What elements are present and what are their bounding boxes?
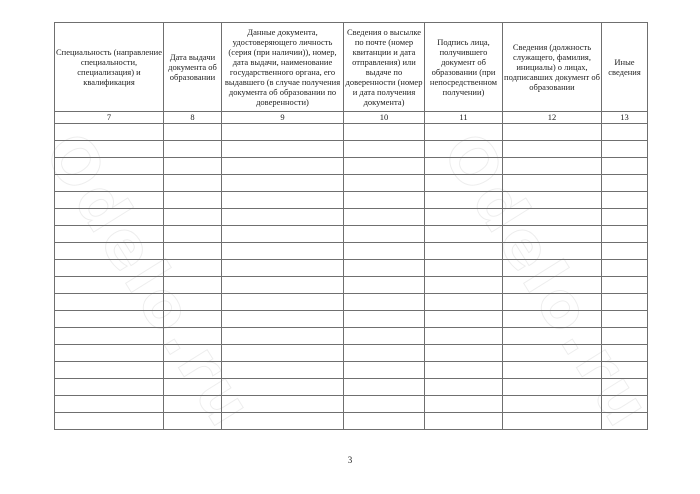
table-cell[interactable] bbox=[503, 362, 602, 379]
header-recipient-signature: Подпись лица, получившего документ об образовании (при непосредственном получении) bbox=[425, 23, 503, 112]
table-cell[interactable] bbox=[344, 226, 425, 243]
table-cell[interactable] bbox=[55, 328, 164, 345]
table-cell[interactable] bbox=[222, 379, 344, 396]
table-cell[interactable] bbox=[503, 379, 602, 396]
table-row bbox=[55, 379, 648, 396]
table-cell[interactable] bbox=[425, 311, 503, 328]
table-cell[interactable] bbox=[602, 362, 648, 379]
table-row bbox=[55, 294, 648, 311]
table-cell[interactable] bbox=[344, 277, 425, 294]
table-cell[interactable] bbox=[503, 243, 602, 260]
table-cell[interactable] bbox=[503, 311, 602, 328]
table-cell[interactable] bbox=[602, 124, 648, 141]
table-cell[interactable] bbox=[164, 141, 222, 158]
watermark-right: Odelo.ru bbox=[428, 120, 667, 442]
table-cell[interactable] bbox=[503, 158, 602, 175]
table-cell[interactable] bbox=[55, 277, 164, 294]
table-row bbox=[55, 396, 648, 413]
table-cell[interactable] bbox=[55, 362, 164, 379]
table-cell[interactable] bbox=[222, 311, 344, 328]
table-cell[interactable] bbox=[503, 260, 602, 277]
header-issue-date: Дата выдачи документа об образовании bbox=[164, 23, 222, 112]
header-row bbox=[55, 23, 648, 112]
table-cell[interactable] bbox=[164, 379, 222, 396]
table-cell[interactable] bbox=[425, 192, 503, 209]
table-cell[interactable] bbox=[344, 345, 425, 362]
table-cell[interactable] bbox=[503, 328, 602, 345]
table-cell[interactable] bbox=[425, 175, 503, 192]
table-cell[interactable] bbox=[602, 396, 648, 413]
table-row bbox=[55, 192, 648, 209]
table-cell[interactable] bbox=[164, 413, 222, 430]
table-cell[interactable] bbox=[222, 243, 344, 260]
table-cell[interactable] bbox=[425, 141, 503, 158]
register-table bbox=[54, 22, 648, 430]
table-cell[interactable] bbox=[425, 413, 503, 430]
table-cell[interactable] bbox=[222, 396, 344, 413]
table-cell[interactable] bbox=[55, 413, 164, 430]
table-cell[interactable] bbox=[222, 413, 344, 430]
table-row bbox=[55, 362, 648, 379]
table-cell[interactable] bbox=[164, 260, 222, 277]
table-row bbox=[55, 141, 648, 158]
table-cell[interactable] bbox=[425, 328, 503, 345]
table-cell[interactable] bbox=[344, 141, 425, 158]
table-row bbox=[55, 226, 648, 243]
column-number: 7 bbox=[55, 112, 164, 124]
table-cell[interactable] bbox=[425, 396, 503, 413]
table-cell[interactable] bbox=[602, 328, 648, 345]
table-cell[interactable] bbox=[55, 175, 164, 192]
table-cell[interactable] bbox=[222, 192, 344, 209]
table-cell[interactable] bbox=[222, 158, 344, 175]
table-cell[interactable] bbox=[164, 226, 222, 243]
table-cell[interactable] bbox=[222, 294, 344, 311]
table-cell[interactable] bbox=[164, 158, 222, 175]
table-cell[interactable] bbox=[164, 345, 222, 362]
table-cell[interactable] bbox=[503, 396, 602, 413]
table-cell[interactable] bbox=[602, 243, 648, 260]
table-cell[interactable] bbox=[503, 345, 602, 362]
table-cell[interactable] bbox=[425, 345, 503, 362]
table-cell[interactable] bbox=[222, 277, 344, 294]
table-cell[interactable] bbox=[344, 209, 425, 226]
table-cell[interactable] bbox=[602, 158, 648, 175]
table-cell[interactable] bbox=[425, 277, 503, 294]
table-cell[interactable] bbox=[602, 294, 648, 311]
table-row bbox=[55, 260, 648, 277]
table-cell[interactable] bbox=[164, 294, 222, 311]
table-row bbox=[55, 328, 648, 345]
table-cell[interactable] bbox=[164, 328, 222, 345]
table-cell[interactable] bbox=[425, 124, 503, 141]
table-cell[interactable] bbox=[164, 362, 222, 379]
table-cell[interactable] bbox=[55, 141, 164, 158]
table-cell[interactable] bbox=[503, 226, 602, 243]
table-cell[interactable] bbox=[503, 209, 602, 226]
table-cell[interactable] bbox=[55, 243, 164, 260]
table-cell[interactable] bbox=[344, 379, 425, 396]
table-cell[interactable] bbox=[602, 379, 648, 396]
table-cell[interactable] bbox=[55, 345, 164, 362]
table-cell[interactable] bbox=[503, 124, 602, 141]
column-number: 10 bbox=[344, 112, 425, 124]
table-cell[interactable] bbox=[222, 260, 344, 277]
table-cell[interactable] bbox=[425, 158, 503, 175]
table-cell[interactable] bbox=[55, 226, 164, 243]
header-other-info: Иные сведения bbox=[602, 23, 648, 112]
table-cell[interactable] bbox=[344, 175, 425, 192]
table-cell[interactable] bbox=[503, 141, 602, 158]
table-cell[interactable] bbox=[164, 243, 222, 260]
table-cell[interactable] bbox=[425, 379, 503, 396]
table-cell[interactable] bbox=[344, 243, 425, 260]
table-cell[interactable] bbox=[55, 158, 164, 175]
table-body bbox=[55, 124, 648, 430]
column-number: 11 bbox=[425, 112, 503, 124]
table-cell[interactable] bbox=[602, 192, 648, 209]
table-row bbox=[55, 413, 648, 430]
table-cell[interactable] bbox=[344, 413, 425, 430]
table-cell[interactable] bbox=[222, 175, 344, 192]
table-cell[interactable] bbox=[425, 362, 503, 379]
header-mailing-info: Сведения о высылке по почте (номер квитанции и дата отправления) или выдаче по доверенности (номер и дата получения документа) bbox=[344, 23, 425, 112]
table-cell[interactable] bbox=[344, 362, 425, 379]
table-cell[interactable] bbox=[222, 345, 344, 362]
table-cell[interactable] bbox=[222, 124, 344, 141]
table-cell[interactable] bbox=[425, 209, 503, 226]
table-cell[interactable] bbox=[164, 175, 222, 192]
table-cell[interactable] bbox=[55, 379, 164, 396]
table-cell[interactable] bbox=[602, 345, 648, 362]
header-signers-info: Сведения (должность служащего, фамилия, инициалы) о лицах, подписавших документ об образовании bbox=[503, 23, 602, 112]
table-cell[interactable] bbox=[164, 277, 222, 294]
table-cell[interactable] bbox=[503, 192, 602, 209]
table-cell[interactable] bbox=[344, 260, 425, 277]
table-cell[interactable] bbox=[222, 141, 344, 158]
table-cell[interactable] bbox=[55, 396, 164, 413]
table-row bbox=[55, 345, 648, 362]
table-cell[interactable] bbox=[55, 124, 164, 141]
table-cell[interactable] bbox=[164, 209, 222, 226]
table-cell[interactable] bbox=[344, 158, 425, 175]
table-cell[interactable] bbox=[344, 192, 425, 209]
table-cell[interactable] bbox=[602, 226, 648, 243]
table-cell[interactable] bbox=[602, 311, 648, 328]
table-cell[interactable] bbox=[425, 260, 503, 277]
table-cell[interactable] bbox=[164, 124, 222, 141]
table-row bbox=[55, 277, 648, 294]
table-cell[interactable] bbox=[602, 175, 648, 192]
table-row bbox=[55, 243, 648, 260]
table-cell[interactable] bbox=[344, 396, 425, 413]
table-cell[interactable] bbox=[503, 277, 602, 294]
table-cell[interactable] bbox=[602, 141, 648, 158]
table-cell[interactable] bbox=[55, 311, 164, 328]
column-number: 12 bbox=[503, 112, 602, 124]
table-row bbox=[55, 158, 648, 175]
table-cell[interactable] bbox=[425, 294, 503, 311]
table-cell[interactable] bbox=[344, 294, 425, 311]
column-number: 9 bbox=[222, 112, 344, 124]
table-cell[interactable] bbox=[164, 311, 222, 328]
table-cell[interactable] bbox=[602, 260, 648, 277]
table-cell[interactable] bbox=[222, 362, 344, 379]
table-cell[interactable] bbox=[344, 328, 425, 345]
table-cell[interactable] bbox=[55, 209, 164, 226]
page-number: 3 bbox=[347, 455, 353, 465]
table-row bbox=[55, 311, 648, 328]
table-cell[interactable] bbox=[55, 260, 164, 277]
column-number: 13 bbox=[602, 112, 648, 124]
table-cell[interactable] bbox=[55, 192, 164, 209]
table-cell[interactable] bbox=[164, 396, 222, 413]
table-cell[interactable] bbox=[164, 192, 222, 209]
table-row bbox=[55, 124, 648, 141]
table-cell[interactable] bbox=[344, 311, 425, 328]
table-row bbox=[55, 175, 648, 192]
table-cell[interactable] bbox=[344, 124, 425, 141]
header-specialty: Специальность (направление специальности, специализация) и квалификация bbox=[55, 23, 164, 112]
table-cell[interactable] bbox=[503, 294, 602, 311]
table-cell[interactable] bbox=[602, 209, 648, 226]
table-cell[interactable] bbox=[222, 328, 344, 345]
table-row bbox=[55, 209, 648, 226]
table-cell[interactable] bbox=[222, 209, 344, 226]
column-number: 8 bbox=[164, 112, 222, 124]
table-cell[interactable] bbox=[425, 243, 503, 260]
table-cell[interactable] bbox=[55, 294, 164, 311]
table-cell[interactable] bbox=[503, 175, 602, 192]
watermark-left: Odelo.ru bbox=[30, 120, 269, 442]
table-cell[interactable] bbox=[425, 226, 503, 243]
header-identity-document: Данные документа, удостоверяющего личность (серия (при наличии)), номер, дата выдачи, наименование государственного органа, его выдавшего (в случае получения документа об образовании по доверенности) bbox=[222, 23, 344, 112]
table-cell[interactable] bbox=[602, 277, 648, 294]
table-cell[interactable] bbox=[602, 413, 648, 430]
table-cell[interactable] bbox=[222, 226, 344, 243]
table-cell[interactable] bbox=[503, 413, 602, 430]
column-number-row bbox=[55, 112, 648, 124]
